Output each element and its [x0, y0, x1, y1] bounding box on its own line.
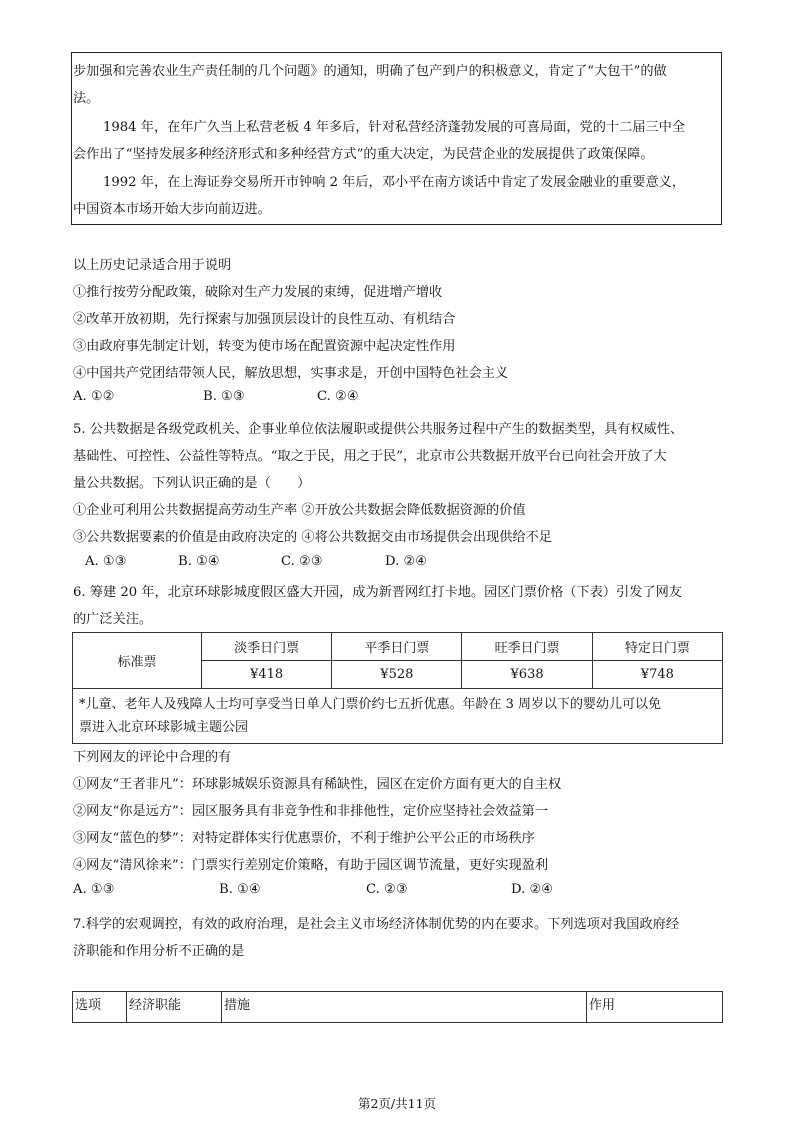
- note-line: *儿童、老年人及残障人士均可享受当日单人门票价约七五折优惠。年龄在 3 周岁以下的婴幼儿可以免: [79, 697, 662, 712]
- q6-choice-b: B. ①④: [219, 882, 261, 897]
- q5-stem: 5. 公共数据是各级党政机关、企事业单位依法履职或提供公共服务过程中产生的数据类型，具有权威性、: [73, 422, 684, 437]
- q5-choice-b: B. ①④: [178, 554, 220, 569]
- q6-stem: 的广泛关注。: [73, 612, 153, 627]
- q5-options: ③公共数据要素的价值是由政府决定的 ④将公共数据交由市场提供会出现供给不足: [73, 530, 552, 545]
- q4-option: ②改革开放初期，先行探索与加强顶层设计的良性互动、有机结合: [73, 312, 456, 327]
- q6-option: ①网友“王者非凡”：环球影城娱乐资源具有稀缺性，园区在定价方面有更大的自主权: [73, 777, 562, 792]
- q4-choice-c: C. ②④: [317, 389, 359, 404]
- q4-stem: 以上历史记录适合用于说明: [73, 258, 232, 273]
- q5-choice-a: A. ①③: [85, 554, 127, 569]
- passage-line: 会作出了“坚持发展多种经济形式和多种经营方式”的重大决定，为民营企业的发展提供了政策保障。: [73, 147, 654, 162]
- header-cell: 平季日门票: [332, 633, 462, 661]
- q4-option: ③由政府事先制定计划，转变为使市场在配置资源中起决定性作用: [73, 339, 456, 354]
- passage-line: 1984 年，在年广久当上私营老板 4 年多后，针对私营经济蓬勃发展的可喜局面，党的十二届三中全: [103, 120, 686, 135]
- q4-option: ①推行按劳分配政策，破除对生产力发展的束缚，促进增产增收: [73, 285, 443, 300]
- q6-option: ③网友“蓝色的梦”：对特定群体实行优惠票价，不利于维护公平公正的市场秩序: [73, 831, 535, 846]
- q5-choice-c: C. ②③: [281, 554, 323, 569]
- passage-line: 法。: [73, 91, 100, 106]
- q7-stem: 济职能和作用分析不正确的是: [73, 944, 245, 959]
- q5-stem: 基础性、可控性、公益性等特点。“取之于民，用之于民”，北京市公共数据开放平台已向社会开放了大: [73, 449, 667, 464]
- q7-stem: 7.科学的宏观调控，有效的政府治理，是社会主义市场经济体制优势的内在要求。下列选项对我国政府经: [73, 917, 680, 932]
- q6-choice-c: C. ②③: [366, 882, 408, 897]
- q5-stem: 量公共数据。下列认识正确的是（ ）: [73, 476, 311, 491]
- price-cell: ¥528: [332, 661, 462, 689]
- price-cell: ¥418: [202, 661, 332, 689]
- q6-choice-a: A. ①③: [73, 882, 115, 897]
- header-cell: 经济职能: [127, 992, 222, 1023]
- q5-choice-d: D. ②④: [385, 554, 428, 569]
- ticket-note: [73, 689, 723, 744]
- price-cell: ¥638: [462, 661, 592, 689]
- ticket-price-table: [72, 632, 723, 744]
- q6-choice-d: D. ②④: [511, 882, 554, 897]
- q4-choice-b: B. ①③: [203, 389, 245, 404]
- price-cell: ¥748: [592, 661, 722, 689]
- header-cell: 淡季日门票: [202, 633, 332, 661]
- header-cell: 作用: [587, 992, 723, 1023]
- header-cell: 旺季日门票: [462, 633, 592, 661]
- row-label-cell: 标准票: [73, 633, 202, 689]
- page-number: 第2页/共11页: [357, 1096, 437, 1111]
- header-cell: 特定日门票: [592, 633, 722, 661]
- q7-table: [72, 991, 723, 1023]
- header-cell: 选项: [73, 992, 127, 1023]
- q5-options: ①企业可利用公共数据提高劳动生产率 ②开放公共数据会降低数据资源的价值: [73, 503, 526, 518]
- q6-option: ④网友“清风徐来”：门票实行差别定价策略，有助于园区调节流量，更好实现盈利: [73, 858, 549, 873]
- q4-option: ④中国共产党团结带领人民，解放思想，实事求是，开创中国特色社会主义: [73, 366, 509, 381]
- q6-stem: 6. 筹建 20 年，北京环球影城度假区盛大开园，成为新晋网红打卡地。园区门票价格（下表）引发了网友: [73, 585, 682, 600]
- q4-choice-a: A. ①②: [73, 389, 115, 404]
- q6-option: ②网友“你是远方”：园区服务具有非竞争性和非排他性，定价应坚持社会效益第一: [73, 804, 549, 819]
- q6-substem: 下列网友的评论中合理的有: [73, 750, 232, 765]
- note-line: 票进入北京环球影城主题公园: [79, 720, 249, 735]
- header-cell: 措施: [222, 992, 587, 1023]
- passage-line: 1992 年，在上海证券交易所开市钟响 2 年后，邓小平在南方谈话中肯定了发展金融业的重要意义，: [103, 175, 686, 190]
- passage-line: 步加强和完善农业生产责任制的几个问题》的通知，明确了包产到户的积极意义，肯定了“大包干”的做: [73, 64, 667, 79]
- passage-line: 中国资本市场开始大步向前迈进。: [73, 202, 271, 217]
